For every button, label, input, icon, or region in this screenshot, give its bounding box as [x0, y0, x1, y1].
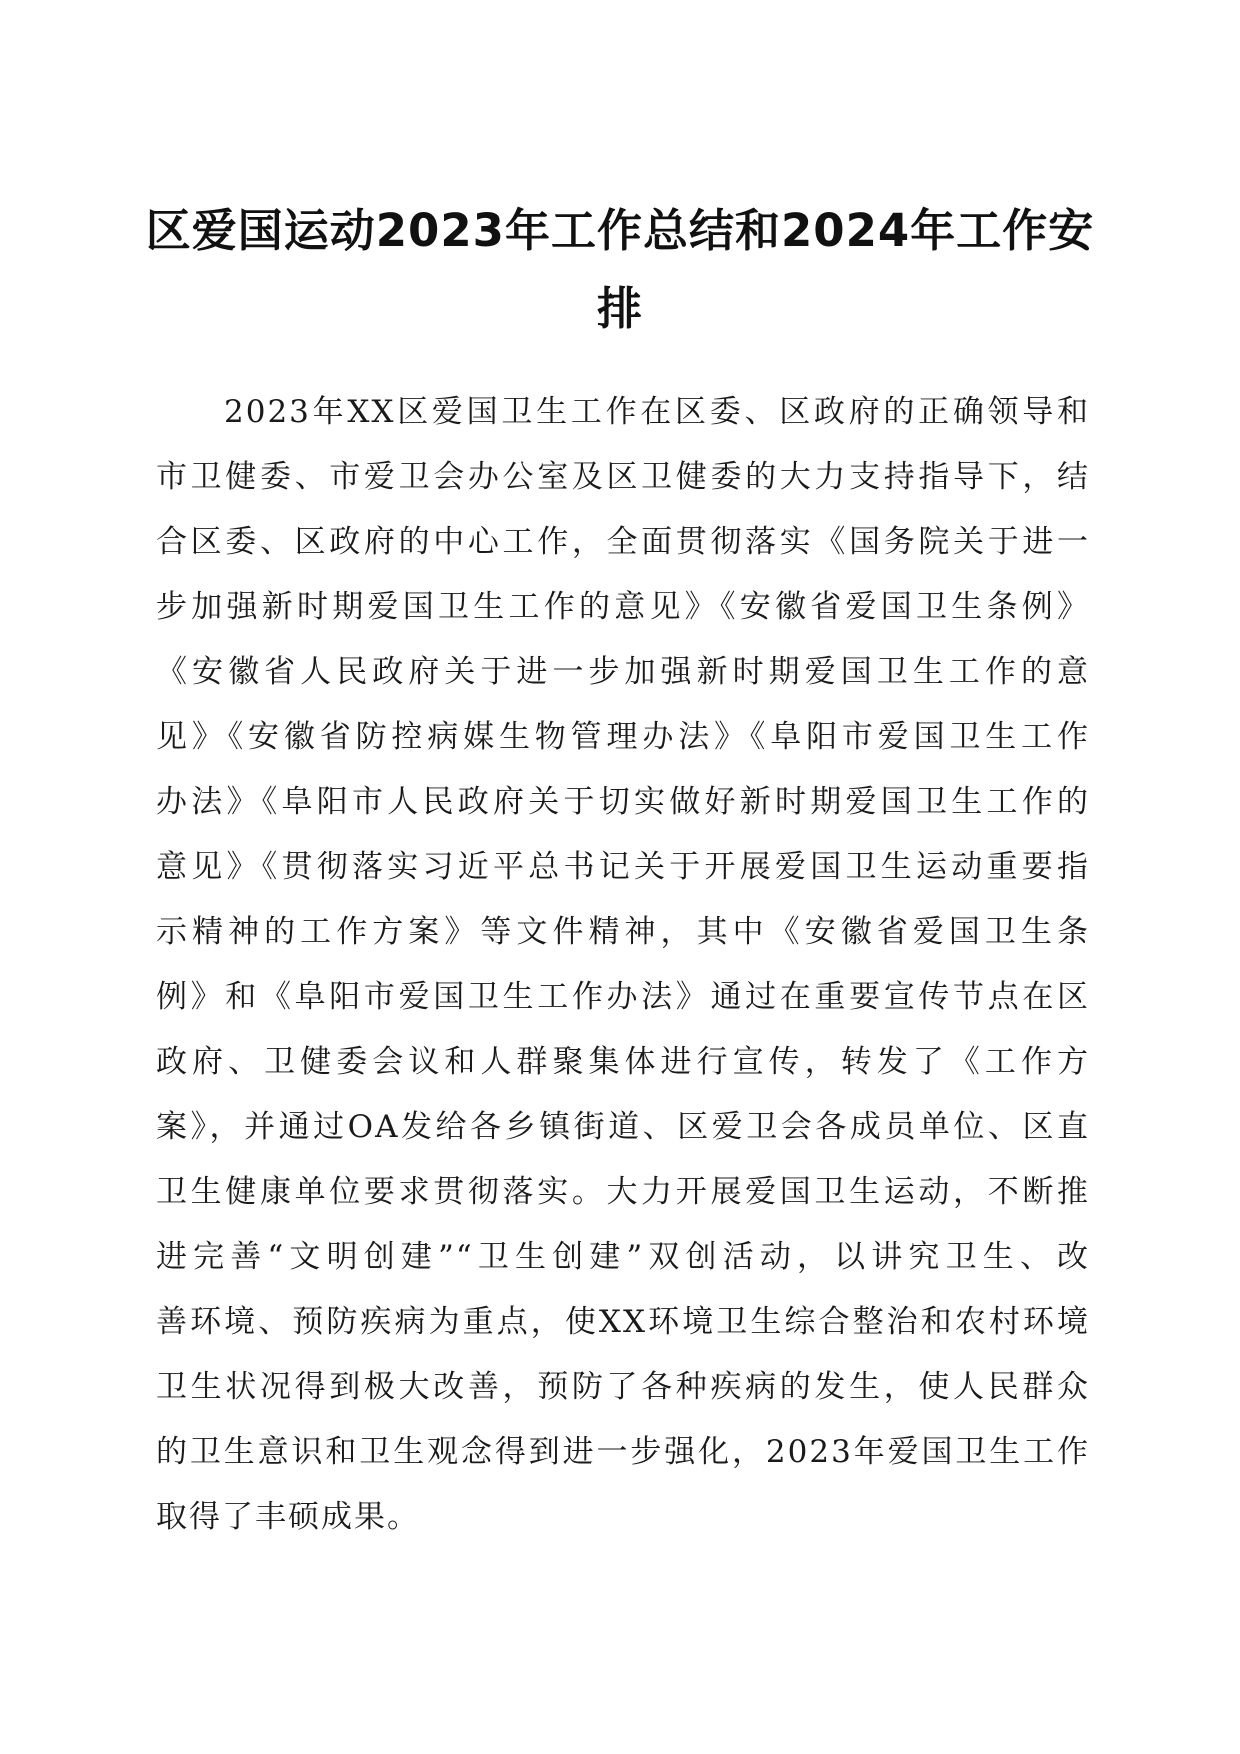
paragraph-line: 示精神的工作方案》等文件精神，其中《安徽省爱国卫生条	[156, 914, 1090, 950]
paragraph-line: 《安徽省人民政府关于进一步加强新时期爱国卫生工作的意	[156, 654, 1090, 690]
title-line: 区爱国运动2023年工作总结和2024年工作安	[145, 204, 1095, 257]
paragraph-line: 政府、卫健委会议和人群聚集体进行宣传，转发了《工作方	[156, 1044, 1090, 1080]
paragraph-line: 的卫生意识和卫生观念得到进一步强化，2023年爱国卫生工作	[156, 1434, 1090, 1470]
document-title-block	[140, 192, 1100, 348]
paragraph-line: 善环境、预防疾病为重点，使XX环境卫生综合整治和农村环境	[156, 1304, 1090, 1340]
paragraph-line: 办法》《阜阳市人民政府关于切实做好新时期爱国卫生工作的	[156, 784, 1090, 820]
paragraph-line: 市卫健委、市爱卫会办公室及区卫健委的大力支持指导下，结	[156, 459, 1090, 495]
paragraph-line: 取得了丰硕成果。	[156, 1499, 420, 1535]
paragraph-line: 例》和《阜阳市爱国卫生工作办法》通过在重要宣传节点在区	[156, 979, 1090, 1015]
paragraph-line: 进完善“文明创建”“卫生创建”双创活动，以讲究卫生、改	[156, 1239, 1090, 1275]
paragraph-line: 意见》《贯彻落实习近平总书记关于开展爱国卫生运动重要指	[156, 849, 1090, 885]
paragraph-line: 合区委、区政府的中心工作，全面贯彻落实《国务院关于进一	[156, 524, 1090, 560]
document-title	[140, 192, 1100, 348]
body-paragraph	[156, 380, 1090, 1550]
paragraph-line: 步加强新时期爱国卫生工作的意见》《安徽省爱国卫生条例》	[156, 589, 1090, 625]
paragraph-line: 卫生健康单位要求贯彻落实。大力开展爱国卫生运动，不断推	[156, 1174, 1090, 1210]
paragraph-line: 案》，并通过OA发给各乡镇街道、区爱卫会各成员单位、区直	[156, 1109, 1090, 1145]
document-body	[156, 380, 1090, 1550]
paragraph-line: 卫生状况得到极大改善，预防了各种疾病的发生，使人民群众	[156, 1369, 1090, 1405]
paragraph-line: 见》《安徽省防控病媒生物管理办法》《阜阳市爱国卫生工作	[156, 719, 1090, 755]
paragraph-line: 2023年XX区爱国卫生工作在区委、区政府的正确领导和	[224, 394, 1090, 430]
title-line: 排	[596, 282, 643, 335]
